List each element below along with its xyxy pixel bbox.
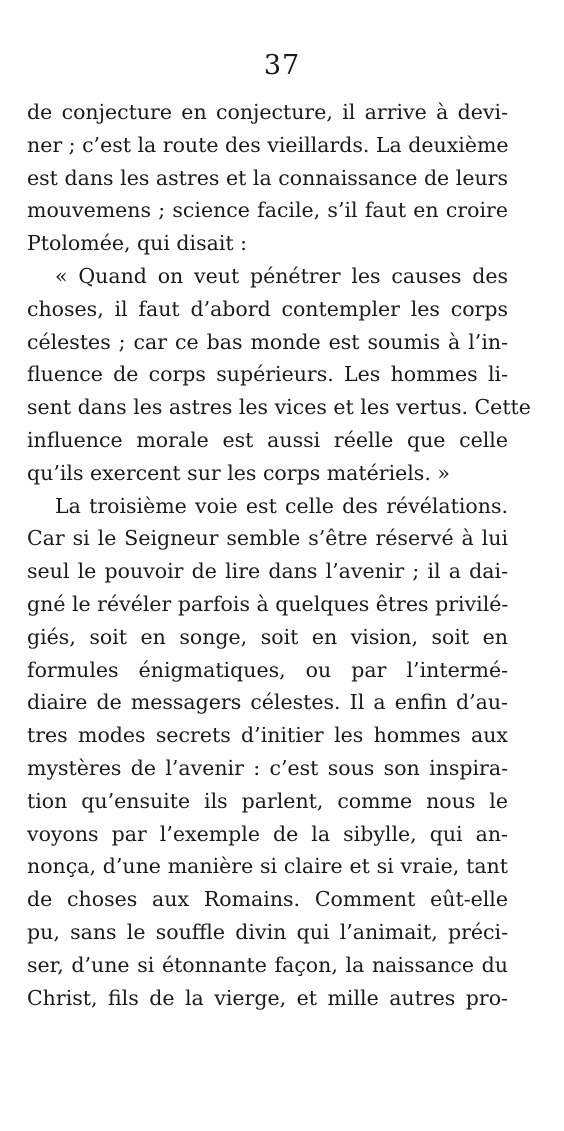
- text-line: « Quand on veut pénétrer les causes des: [55, 263, 508, 288]
- text-line: ner ; c’est la route des vieillards. La deuxième: [27, 132, 509, 157]
- text-line: influence morale est aussi réelle que celle: [27, 427, 508, 452]
- text-line: fluence de corps supérieurs. Les hommes li-: [27, 362, 508, 387]
- text-line: mystères de l’avenir : c’est sous son inspira-: [27, 755, 508, 780]
- text-line: est dans les astres et la connaissance de leurs: [27, 165, 508, 190]
- text-line: giés, soit en songe, soit en vision, soit en: [27, 624, 508, 649]
- body-text: [27, 96, 531, 1014]
- text-line: de choses aux Romains. Comment eût-elle: [27, 887, 508, 912]
- text-line: Christ, fils de la vierge, et mille autres pro-: [27, 985, 508, 1010]
- text-line: tion qu’ensuite ils parlent, comme nous le: [27, 788, 508, 813]
- page-number: 37: [263, 50, 301, 81]
- text-line: ser, d’une si étonnante façon, la naissance du: [27, 952, 508, 977]
- text-line: Car si le Seigneur semble s’être réservé à lui: [27, 526, 508, 551]
- text-line: célestes ; car ce bas monde est soumis à l’in-: [27, 329, 508, 354]
- text-line: sent dans les astres les vices et les vertus. Cette: [27, 395, 531, 420]
- text-line: tres modes secrets d’initier les hommes aux: [27, 723, 508, 748]
- text-line: formules énigmatiques, ou par l’intermé-: [27, 657, 508, 682]
- text-line: Ptolomée, qui disait :: [27, 231, 248, 256]
- text-line: mouvemens ; science facile, s’il faut en croire: [27, 198, 508, 223]
- text-line: qu’ils exercent sur les corps matériels. »: [27, 460, 450, 485]
- text-line: diaire de messagers célestes. Il a enfin d’au-: [27, 690, 508, 715]
- text-line: voyons par l’exemple de la sibylle, qui an-: [27, 821, 508, 846]
- text-line: nonça, d’une manière si claire et si vraie, tant: [27, 854, 508, 879]
- text-line: La troisième voie est celle des révélations.: [55, 493, 508, 518]
- text-line: gné le révéler parfois à quelques êtres privilé-: [27, 591, 509, 616]
- text-line: de conjecture en conjecture, il arrive à devi-: [27, 100, 508, 124]
- text-line: pu, sans le souffle divin qui l’animait, préci-: [27, 919, 508, 944]
- text-line: choses, il faut d’abord contempler les corps: [27, 296, 508, 321]
- text-line: seul le pouvoir de lire dans l’avenir ; il a dai-: [27, 559, 508, 584]
